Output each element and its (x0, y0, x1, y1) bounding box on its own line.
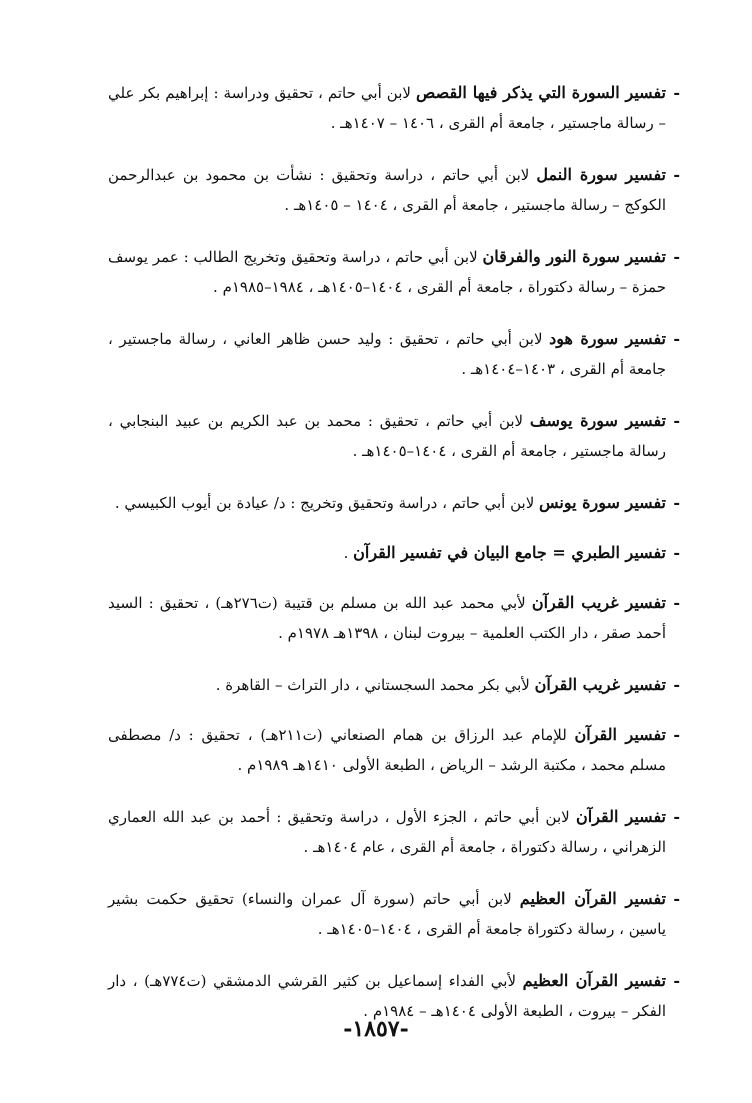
bibliography-entry (108, 406, 678, 466)
entry-title: تفسير غريب القرآن (534, 675, 666, 694)
entry-dash: - (673, 807, 680, 826)
entry-body: لابن أبي حاتم ، دراسة وتحقيق وتخريج : د/ عيادة بن أيوب الكبيسي . (114, 494, 540, 512)
entry-body: لابن أبي حاتم (سورة آل عمران والنساء) تحقيق حكمت بشير ياسين ، رسالة دكتوراة جامعة أم القرى ، ١٤٠٤–١٤٠٥هـ . (108, 890, 666, 938)
bibliography-list (108, 78, 678, 1048)
entry-title: تفسير غريب القرآن (531, 593, 667, 612)
bibliography-entry (108, 588, 678, 648)
entry-body: لابن أبي حاتم ، الجزء الأول ، دراسة وتحقيق : أحمد بن عبد الله العماري الزهراني ، رسالة دكتوراة ، جامعة أم القرى ، عام ١٤٠٤هـ . (108, 808, 666, 856)
entry-body: . (343, 544, 354, 562)
entry-title: تفسير سورة يونس (539, 493, 666, 512)
entry-body: لأبي الفداء إسماعيل بن كثير القرشي الدمشقي (ت٧٧٤هـ) ، دار الفكر – بيروت ، الطبعة الأولى ١٤٠٤هـ – ١٩٨٤م . (108, 972, 666, 1020)
entry-dash: - (673, 593, 680, 612)
entry-title: تفسير سورة يوسف (529, 411, 666, 430)
bibliography-entry (108, 670, 678, 700)
entry-dash: - (673, 889, 680, 908)
entry-title: تفسير سورة النور والفرقان (482, 247, 666, 266)
entry-title: تفسير سورة النمل (536, 165, 666, 184)
entry-body: لابن أبي حاتم ، تحقيق ودراسة : إبراهيم بكر علي – رسالة ماجستير ، جامعة أم القرى ، ١٤٠٦ – ١٤٠٧هـ . (108, 84, 666, 132)
entry-body: لأبي محمد عبد الله بن مسلم بن قتيبة (ت٢٧٦هـ) ، تحقيق : السيد أحمد صقر ، دار الكتب العلمية – بيروت لبنان ، ١٣٩٨هـ ١٩٧٨م . (108, 594, 666, 642)
bibliography-entry (108, 802, 678, 862)
bibliography-entry (108, 78, 678, 138)
entry-dash: - (673, 247, 680, 266)
bibliography-entry (108, 160, 678, 220)
entry-body: لابن أبي حاتم ، دراسة وتحقيق وتخريج الطالب : عمر يوسف حمزة – رسالة دكتوراة ، جامعة أم القرى ، ١٤٠٤–١٤٠٥هـ ، ١٩٨٤–١٩٨٥م . (108, 248, 666, 296)
entry-body: لأبي بكر محمد السجستاني ، دار التراث – القاهرة . (215, 676, 535, 694)
bibliography-entry (108, 538, 678, 568)
entry-dash: - (673, 493, 680, 512)
bibliography-entry (108, 242, 678, 302)
entry-title: تفسير الطبري = جامع البيان في تفسير القرآن (353, 543, 666, 562)
entry-title: تفسير القرآن (576, 807, 667, 826)
entry-body: لابن أبي حاتم ، دراسة وتحقيق : نشأت بن محمود بن عبدالرحمن الكوكج – رسالة ماجستير ، جامعة أم القرى ، ١٤٠٤ – ١٤٠٥هـ . (108, 166, 666, 214)
entry-dash: - (673, 725, 680, 744)
entry-title: تفسير القرآن العظيم (519, 889, 666, 908)
entry-title: تفسير سورة هود (549, 329, 666, 348)
entry-body: لابن أبي حاتم ، تحقيق : محمد بن عبد الكريم بن عبيد البنجابي ، رسالة ماجستير ، جامعة أم القرى ، ١٤٠٤–١٤٠٥هـ . (108, 412, 666, 460)
bibliography-entry (108, 720, 678, 780)
bibliography-entry (108, 324, 678, 384)
entry-dash: - (673, 165, 680, 184)
entry-title: تفسير القرآن (574, 725, 667, 744)
entry-dash: - (673, 329, 680, 348)
entry-title: تفسير القرآن العظيم (522, 971, 666, 990)
bibliography-entry (108, 884, 678, 944)
entry-dash: - (673, 411, 680, 430)
entry-dash: - (673, 83, 680, 102)
entry-body: لابن أبي حاتم ، تحقيق : وليد حسن ظاهر العاني ، رسالة ماجستير ، جامعة أم القرى ، ١٤٠٣–١٤٠٤هـ . (108, 330, 666, 378)
entry-title: تفسير السورة التي يذكر فيها القصص (415, 83, 666, 102)
entry-dash: - (673, 971, 680, 990)
entry-dash: - (673, 543, 680, 562)
entry-body: للإمام عبد الرزاق بن همام الصنعاني (ت٢١١هـ) ، تحقيق : د/ مصطفى مسلم محمد ، مكتبة الرشد – الرياض ، الطبعة الأولى ١٤١٠هـ ١٩٨٩م . (108, 726, 666, 774)
bibliography-entry (108, 488, 678, 518)
page-number: -١٨٥٧- (343, 1016, 409, 1042)
entry-dash: - (673, 675, 680, 694)
